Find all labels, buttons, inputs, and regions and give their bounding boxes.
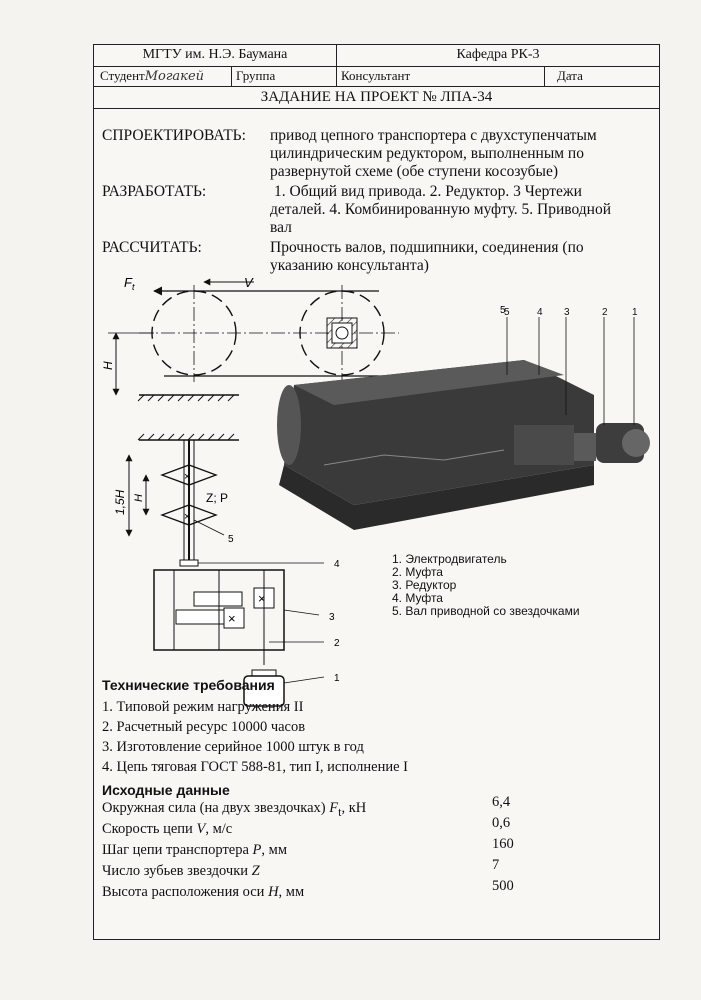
sprocket-wheel — [277, 385, 301, 465]
develop-text — [270, 183, 611, 237]
tech-item: 1. Типовой режим нагружения II — [102, 699, 304, 715]
design-line: развернутой схеме (обе ступени косозубые) — [270, 163, 559, 180]
h-label-plan: H — [133, 494, 145, 502]
date-cell — [545, 66, 659, 86]
gearbox-photo — [514, 425, 574, 465]
h-label: H — [101, 361, 115, 370]
calc-line: указанию консультанта) — [270, 257, 429, 274]
photo-callout: 3 — [564, 307, 570, 318]
assignment-title: ЗАДАНИЕ НА ПРОЕКТ № ЛПА-34 — [260, 89, 493, 105]
legend-item: 5. Вал приводной со звездочками — [392, 604, 580, 618]
design-label: СПРОЕКТИРОВАТЬ: — [102, 127, 246, 144]
leader-line — [284, 610, 319, 615]
photo-callout: 5 — [500, 305, 506, 316]
student-name: Могакей — [144, 69, 205, 84]
source-value: 500 — [492, 878, 514, 894]
source-row: Шаг цепи транспортера P, мм — [102, 842, 287, 858]
source-row: Скорость цепи V, м/с — [102, 821, 233, 837]
header-row-2 — [94, 66, 659, 87]
group-label: Группа — [236, 68, 276, 83]
tech-title: Технические требования — [102, 677, 275, 693]
department-cell — [337, 45, 659, 66]
header-row-1 — [94, 45, 659, 67]
source-value: 7 — [492, 857, 500, 873]
cross-mark: × — [228, 611, 236, 626]
student-cell — [94, 66, 232, 86]
photo-callout: 4 — [537, 307, 543, 318]
conveyor-photo — [264, 305, 654, 545]
design-text — [270, 127, 597, 181]
tech-item: 3. Изготовление серийное 1000 штук в год — [102, 739, 364, 755]
group-cell — [232, 66, 337, 86]
source-value: 0,6 — [492, 815, 511, 831]
tech-list — [102, 697, 408, 777]
callout-3: 3 — [329, 612, 335, 623]
source-value: 160 — [492, 836, 514, 852]
tech-item: 2. Расчетный ресурс 10000 часов — [102, 719, 306, 735]
legend-item: 3. Редуктор — [392, 578, 457, 592]
cross-mark: × — [184, 511, 191, 523]
coupling-2 — [252, 670, 276, 676]
legend — [392, 553, 580, 618]
callout-2: 2 — [334, 638, 340, 649]
force-label: $F_t$ — [124, 275, 135, 292]
leader-line — [284, 677, 324, 683]
consultant-cell — [337, 66, 545, 86]
velocity-label: V — [244, 275, 253, 290]
university-name: МГТУ им. Н.Э. Баумана — [142, 47, 288, 62]
cross-mark: × — [184, 471, 191, 483]
date-label: Дата — [557, 68, 583, 83]
design-line: привод цепного транспортера с двухступенчатым — [270, 127, 597, 144]
zp-label: Z; P — [206, 491, 229, 505]
calc-label: РАССЧИТАТЬ: — [102, 239, 202, 256]
callout-1: 1 — [334, 673, 340, 684]
consultant-label: Консультант — [341, 68, 411, 83]
ground-hatch — [138, 395, 234, 401]
calc-line: Прочность валов, подшипники, соединения (по — [270, 239, 584, 256]
source-table — [102, 794, 642, 908]
photo-callout: 2 — [602, 307, 608, 318]
tech-item: 4. Цепь тяговая ГОСТ 588-81, тип I, исполнение I — [102, 759, 409, 775]
legend-item: 1. Электродвигатель — [392, 552, 507, 566]
university-cell — [94, 45, 337, 66]
source-value: 6,4 — [492, 794, 511, 810]
photo-callout: 5 — [504, 307, 510, 318]
source-row: Окружная сила (на двух звездочках) $F_t$, кН — [102, 800, 367, 819]
cross-mark: × — [258, 591, 266, 606]
develop-label: РАЗРАБОТАТЬ: — [102, 183, 207, 200]
gear-pair — [194, 592, 242, 606]
develop-line: вал — [270, 219, 292, 236]
motor-end — [622, 429, 650, 457]
source-title: Исходные данные — [102, 782, 230, 798]
coupling-4 — [180, 560, 198, 566]
department-name: Кафедра РК-3 — [456, 47, 540, 62]
develop-line: деталей. 4. Комбинированную муфту. 5. Приводной — [270, 201, 612, 218]
title-row — [94, 86, 659, 109]
h15-label: 1,5H — [113, 489, 127, 515]
source-row: Число зубьев звездочки Z — [102, 863, 260, 879]
develop-line: 1. Общий вид привода. 2. Редуктор. 3 Чертежи — [274, 183, 582, 200]
photo-callout: 1 — [632, 307, 638, 318]
student-label: Студент — [100, 68, 145, 83]
design-line: цилиндрическим редуктором, выполненным по — [270, 145, 584, 162]
ground-hatch — [138, 434, 234, 440]
legend-item: 4. Муфта — [392, 591, 443, 605]
source-row: Высота расположения оси H, мм — [102, 884, 305, 900]
assignment-sheet — [93, 44, 660, 940]
legend-item: 2. Муфта — [392, 565, 443, 579]
leader-line — [194, 520, 224, 535]
callout-5: 5 — [228, 534, 234, 545]
coupling-photo — [574, 433, 596, 461]
callout-4: 4 — [334, 559, 340, 570]
